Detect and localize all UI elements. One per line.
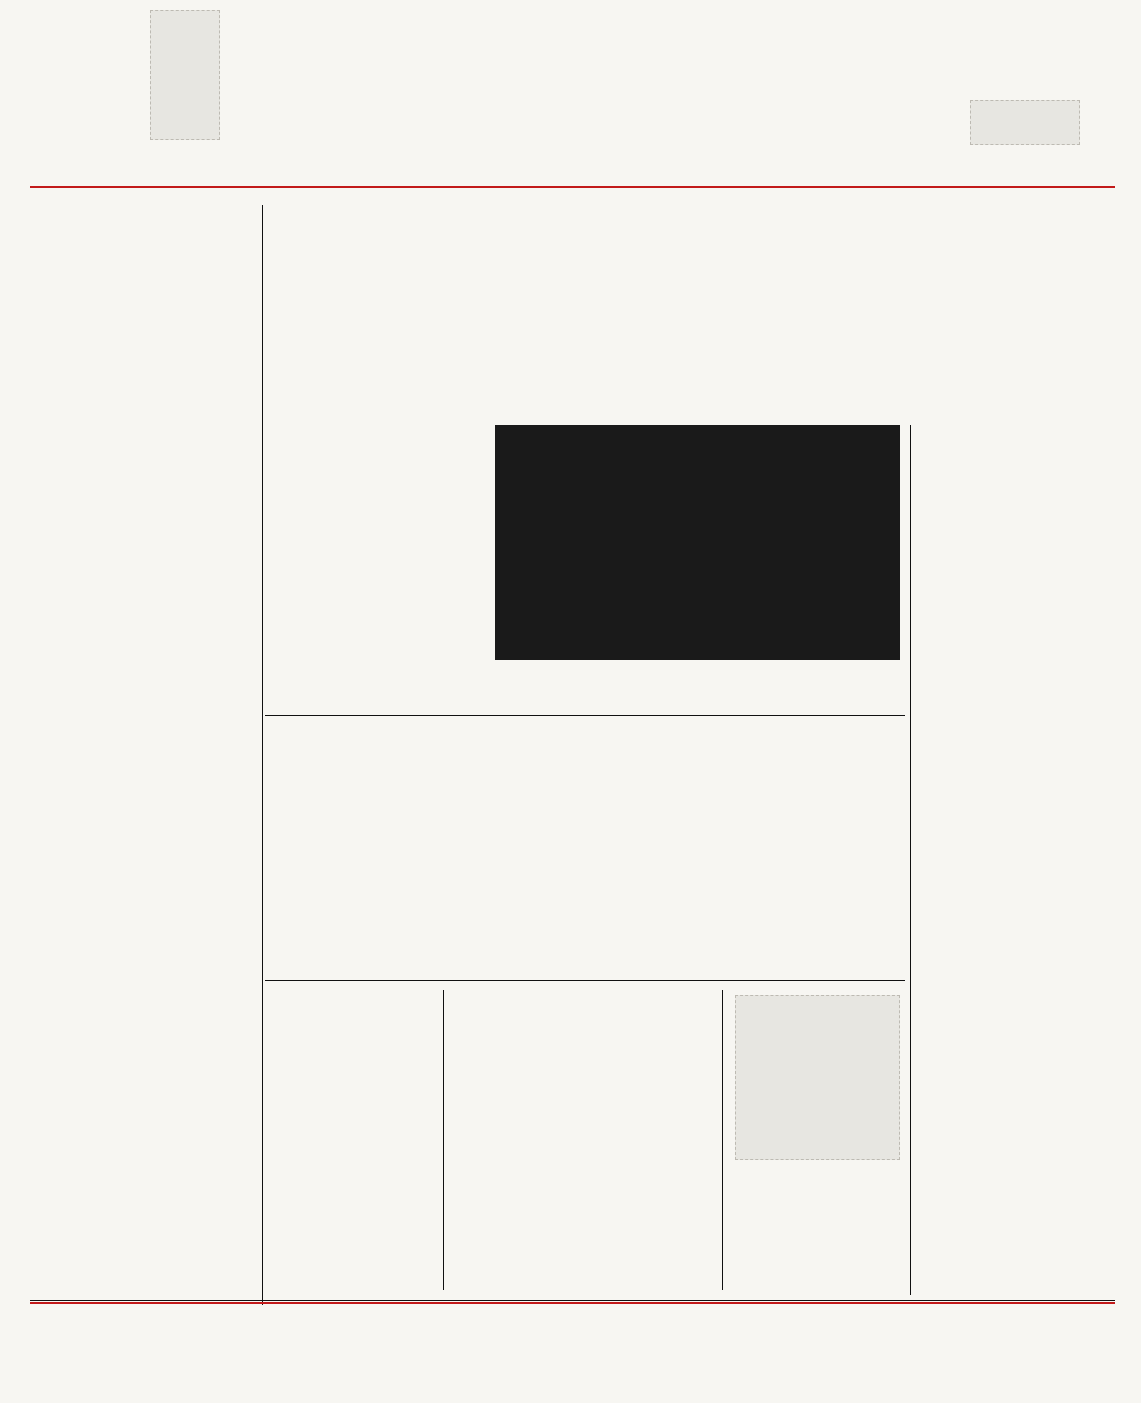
right-sidebar-2 <box>920 730 1100 1290</box>
footer-rule-top <box>30 1300 1115 1301</box>
barcode <box>970 100 1080 145</box>
photo-icon <box>495 425 900 660</box>
right-column-divider <box>910 425 911 1295</box>
right-sidebar-1 <box>920 420 1100 720</box>
footer-rule-red <box>30 1302 1115 1304</box>
main-subheadline <box>285 380 1105 410</box>
section-divider-1 <box>265 715 905 716</box>
photo-caption <box>495 665 900 710</box>
bottom-divider-2 <box>722 990 723 1290</box>
aade-building-photo <box>735 995 900 1160</box>
date-price <box>30 158 280 182</box>
left-column <box>30 205 250 1295</box>
section-2-columns <box>270 825 910 975</box>
hermes-logo-icon <box>150 10 220 140</box>
masthead-rule <box>30 186 1115 188</box>
section-2-col-1 <box>270 825 475 975</box>
section-2-col-3 <box>705 825 910 975</box>
barcode-text <box>971 101 1079 105</box>
section-2-headline <box>285 725 905 780</box>
main-headline <box>265 205 1085 365</box>
bottom-stress <box>452 990 712 1290</box>
aade-photo-ref <box>860 1150 905 1165</box>
section-2-subheadline <box>285 790 905 820</box>
bottom-etep <box>275 990 435 1290</box>
market-ticker <box>35 1330 1115 1360</box>
tagline <box>330 158 810 182</box>
left-column-divider <box>262 205 263 1305</box>
section-2-col-2 <box>487 825 692 975</box>
section-divider-2 <box>265 980 905 981</box>
bottom-aade-title <box>735 1165 900 1285</box>
issue-info <box>860 158 1120 182</box>
masthead-title <box>250 10 910 140</box>
lead-body <box>280 420 480 710</box>
bottom-divider-1 <box>443 990 444 1290</box>
